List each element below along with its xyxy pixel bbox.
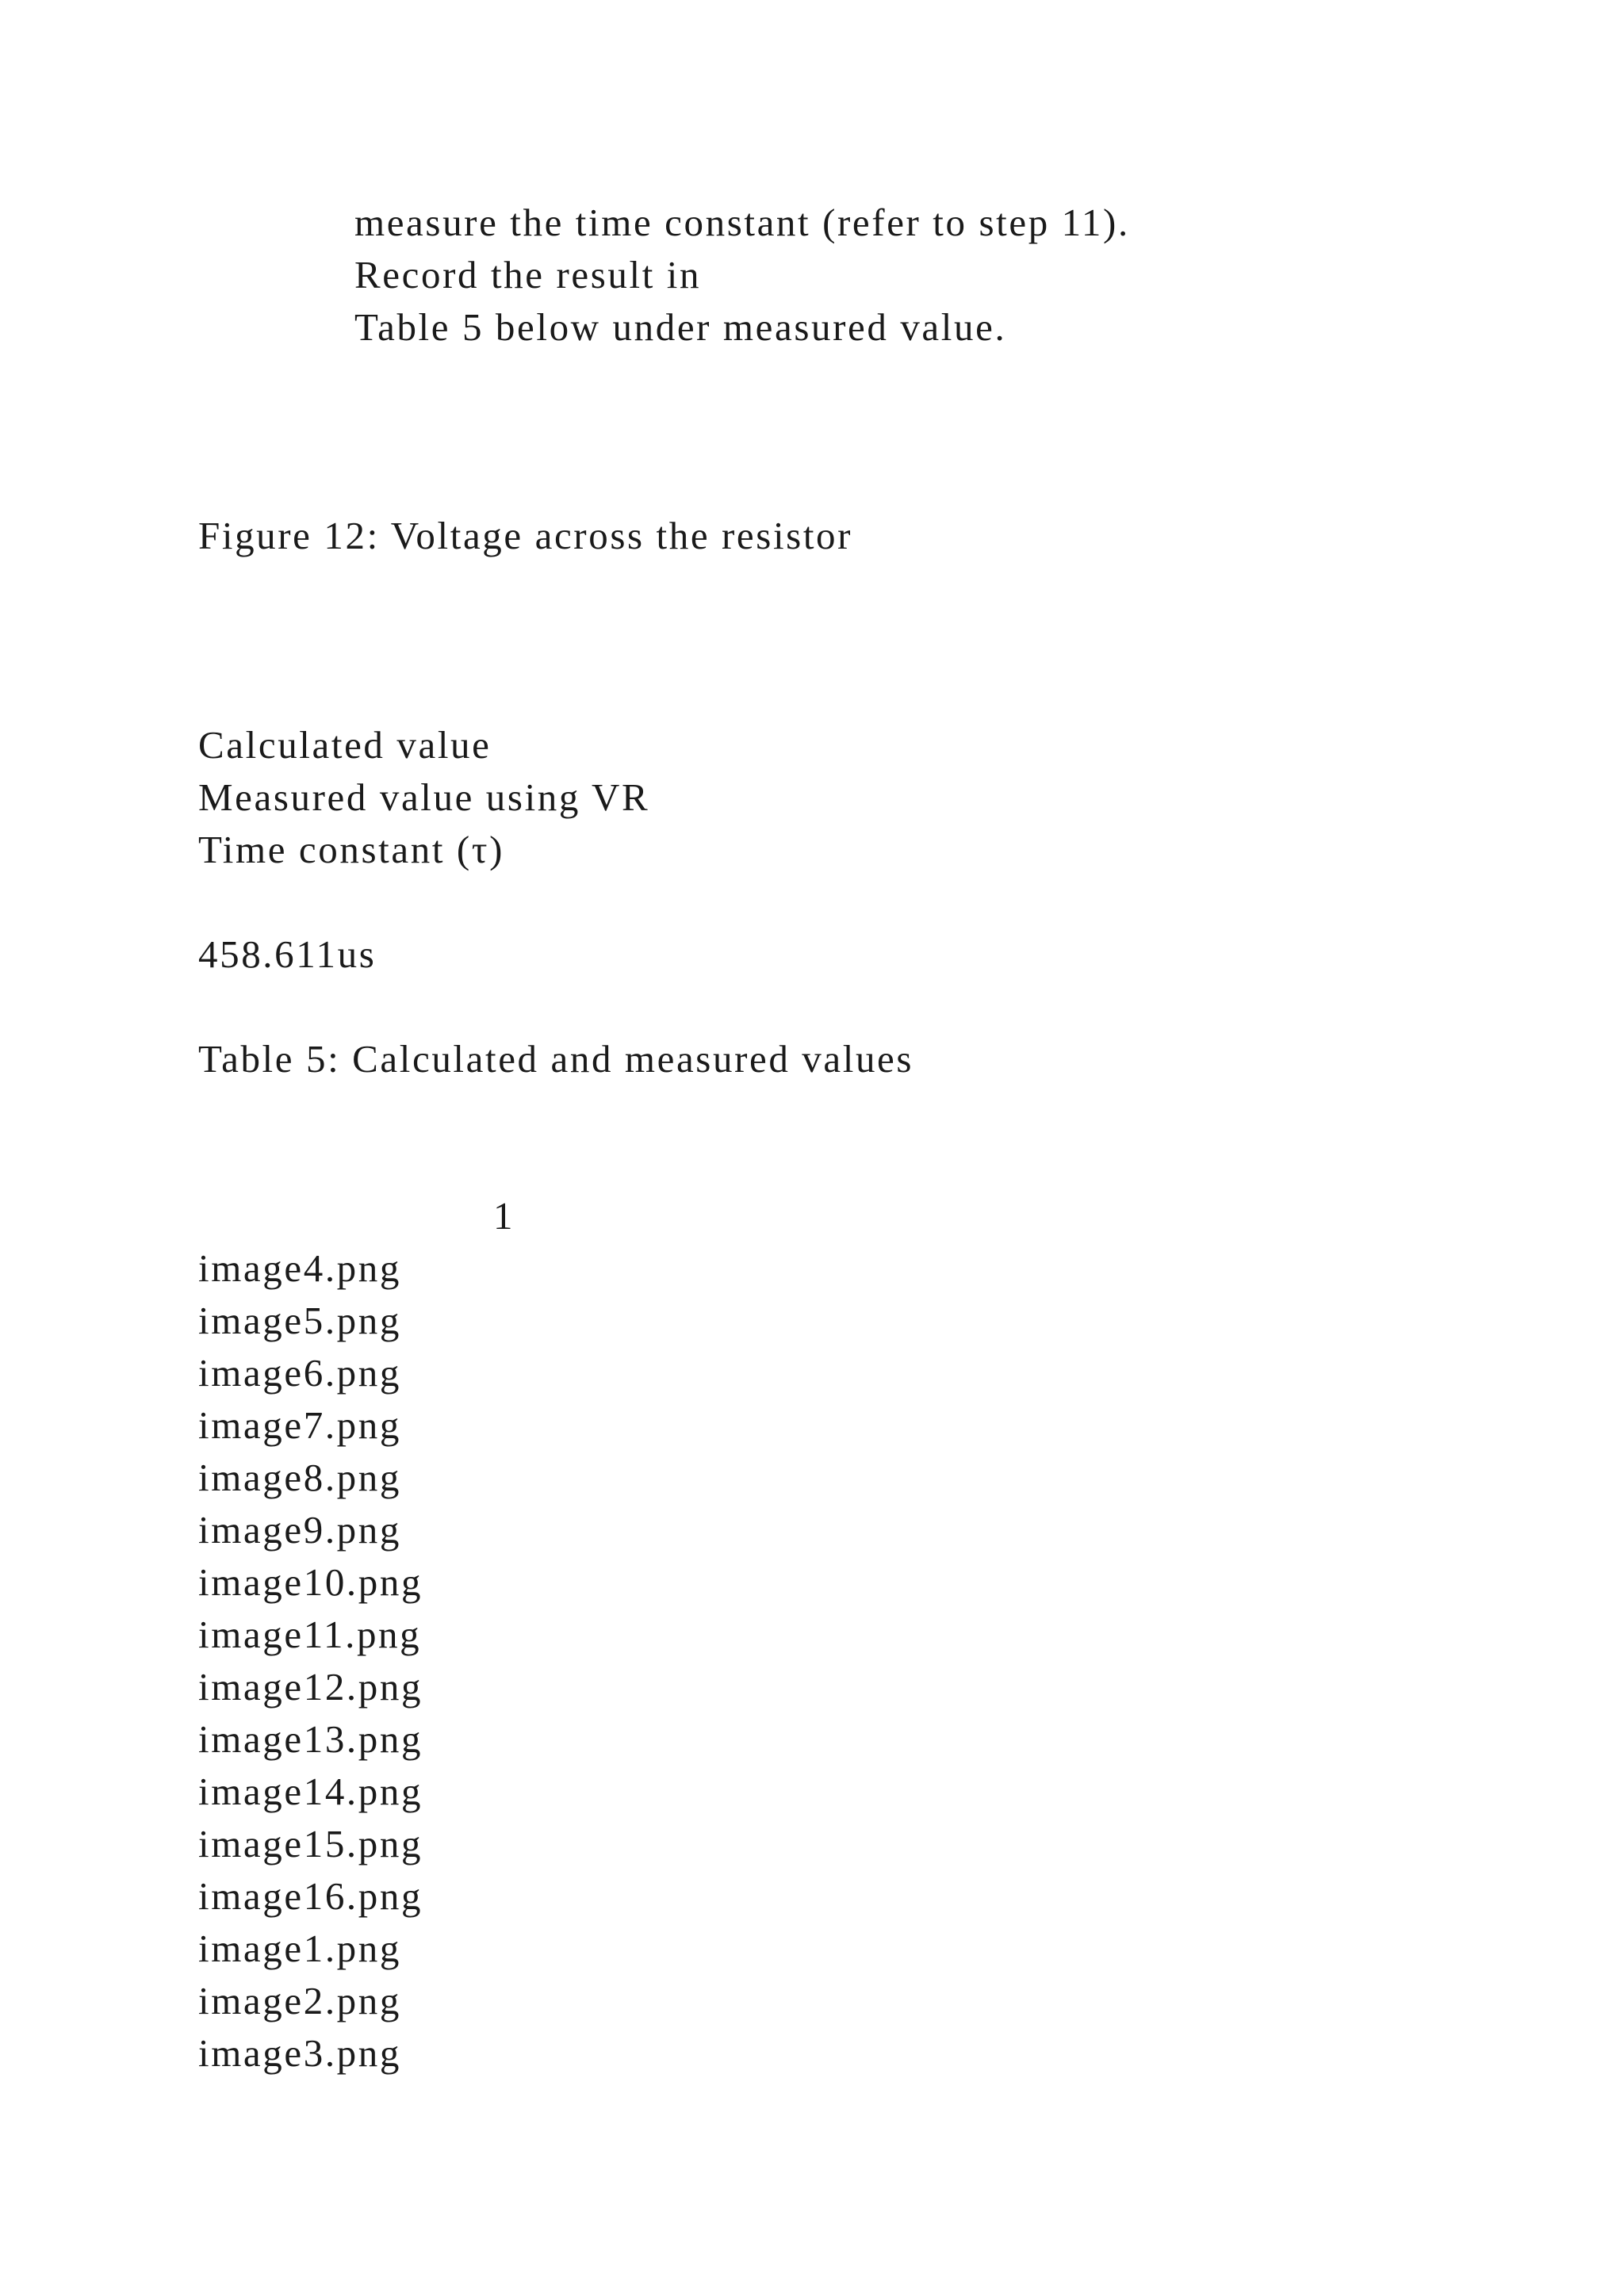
image-file-name: image14.png [198,1770,423,1813]
image-file-name: image15.png [198,1822,423,1866]
table-caption: Table 5: Calculated and measured values [198,1037,914,1081]
figure-caption: Figure 12: Voltage across the resistor [198,514,853,557]
image-file-name: image7.png [198,1403,401,1447]
table-calculated-value: 458.611us [198,932,377,976]
image-file-name: image12.png [198,1665,423,1709]
image-file-name: image1.png [198,1927,401,1970]
image-file-name: image5.png [198,1299,401,1342]
step-text-line-1: measure the time constant (refer to step 11). [354,201,1130,244]
step-text-line-2: Record the result in [354,253,702,297]
image-file-name: image10.png [198,1560,423,1604]
image-file-name: image11.png [198,1613,422,1656]
table-header-measured: Measured value using VR [198,775,650,819]
image-file-name: image2.png [198,1979,401,2022]
image-file-name: image16.png [198,1874,423,1918]
image-file-name: image6.png [198,1351,401,1395]
image-file-name: image3.png [198,2031,401,2075]
table-header-calculated: Calculated value [198,723,492,767]
page-number: 1 [493,1194,515,1238]
image-file-name: image13.png [198,1717,423,1761]
step-text-line-3: Table 5 below under measured value. [354,305,1007,349]
image-file-name: image4.png [198,1246,401,1290]
table-row-label: Time constant (τ) [198,828,505,871]
image-file-name: image9.png [198,1508,401,1552]
image-file-name: image8.png [198,1456,401,1499]
